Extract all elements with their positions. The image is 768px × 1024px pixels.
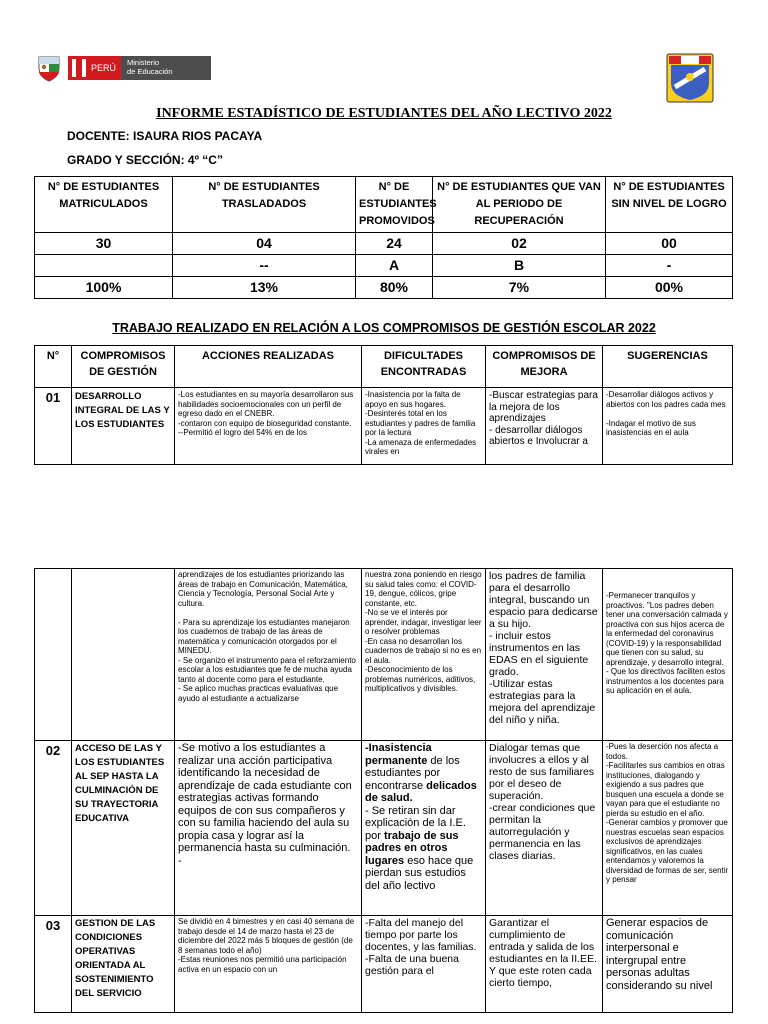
mejora-cell: los padres de familia para el desarrollo integral, buscando un espacio para dedicarse a su hijo. - incluir estos instrumentos en las EDAS en el siguiente grado. -Utilizar estas estrategias para la mejora del aprendizaje del niño y niña. [486,569,603,741]
commitments-table [34,345,733,465]
header-sugerencias: SUGERENCIAS [603,346,733,388]
acciones-cell: aprendizajes de los estudiantes priorizando las áreas de trabajo en Comunicación, Matemática, Ciencia y Tecnología, Personal Social Arte y cultura. - Para su aprendizaje los estudiantes manejaron los cuadernos de trabajo de las áreas de matemática y comunicación otorgados por el MINEDU. - Se organizo el instrumento para el reforzamiento escolar a los estudiantes que fe de mucha ayuda tanto al docente como para el estudiante. - Se aplico muchas practicas evaluativas que ayudo al estudiante a actualizarse [175,569,362,741]
row-number [35,569,72,741]
header-recuperacion: N° DE ESTUDIANTES QUE VAN AL PERIODO DE RECUPERACIÓN [433,177,606,233]
dificultad-text-1: de los estudiantes por encontrarse [365,754,460,792]
document-header [0,0,768,110]
commitments-header-row [35,346,733,388]
mejora-cell: -Buscar estrategias para la mejora de los aprendizajes - desarrollar diálogos abiertos e Involucrar a [486,388,603,465]
header-compromisos: COMPROMISOS DE GESTIÓN [72,346,175,388]
commitments-title: TRABAJO REALIZADO EN RELACIÓN A LOS COMPROMISOS DE GESTIÓN ESCOLAR 2022 [112,321,656,335]
peru-label: PERÚ [91,63,117,73]
table-row [35,569,733,741]
dificultades-cell: nuestra zona poniendo en riesgo su salud tales como: el COVID-19, dengue, cólicos, gripe constante, etc. -No se ve el interés por aprender, indagar, investigar leer o resolver problemas -En casa no desarrollan los cuadernos de trabajo si no es en el aula. -Desconocimiento de los problemas numéricos, aditivos, multiplicativos y divisibles. [362,569,486,741]
table-row [35,388,733,465]
stats-row-percentages [35,277,733,299]
commitment-name [72,569,175,741]
stats-row-counts [35,233,733,255]
header-promovidos: N° DE ESTUDIANTES PROMOVIDOS [356,177,433,233]
commitment-name: GESTION DE LAS CONDICIONES OPERATIVAS ORIENTADA AL SOSTENIMIENTO DEL SERVICIO [72,916,175,1013]
report-title: INFORME ESTADÍSTICO DE ESTUDIANTES DEL AÑO LECTIVO 2022 [156,106,612,121]
stats-header-row [35,177,733,233]
table-row [35,916,733,1013]
sugerencias-cell: Generar espacios de comunicación interpersonal e intergrupal entre personas adultas considerando su nivel [603,916,733,1013]
header-dificultades: DIFICULTADES ENCONTRADAS [362,346,486,388]
stats-row-marks [35,255,733,277]
table-cell: 13% [173,277,356,299]
teacher-name: DOCENTE: ISAURA RIOS PACAYA [67,129,263,143]
table-cell: 7% [433,277,606,299]
mejora-cell: Garantizar el cumplimiento de entrada y salida de los estudiantes en la II.EE. Y que este roten cada cierto tiempo, [486,916,603,1013]
commitment-name: DESARROLLO INTEGRAL DE LAS Y LOS ESTUDIANTES [72,388,175,465]
header-trasladados: N° DE ESTUDIANTES TRASLADADOS [173,177,356,233]
sugerencias-cell: -Pues la deserción nos afecta a todos. -Facilitarles sus cambios en otras instituciones, dialogando y exigiendo a sus padres que busquen una escuela a donde se vayan para que el estudiante no pierda su estudio en el año. -Generar cambios y promover que nuestras escuelas sean espacios exclusivos de aprendizajes significativos, en las cuales entendamos y valoremos la diversidad de formas de ser, sentir y pensar [603,741,733,916]
table-cell: 100% [35,277,173,299]
minedu-logo [36,53,211,83]
dificultad-bold-1: -Inasistencia permanente [365,742,432,767]
table-cell: 02 [433,233,606,255]
table-row [35,741,733,916]
table-cell: 24 [356,233,433,255]
sugerencias-cell: -Permanecer tranquilos y proactivos. "Los padres deben tener una conversación calmada y proactiva con sus hijos acerca de la enfermedad del coronavirus (COVID-19) y la responsabilidad que tienen con su salud, su aprendizaje, y desarrollo integral. - Que los directivos faciliten estos instrumentos a los docentes para su aplicación en el aula. [603,569,733,741]
table-cell: 00 [606,233,733,255]
row-number: 03 [35,916,72,1013]
student-stats-table [34,176,733,299]
row-number: 02 [35,741,72,916]
sugerencias-cell: -Desarrollar diálogos activos y abiertos con los padres cada mes -Indagar el motivo de sus inasistencias en el aula [603,388,733,465]
header-acciones: ACCIONES REALIZADAS [175,346,362,388]
dificultades-cell [362,741,486,916]
header-mejora: COMPROMISOS DE MEJORA [486,346,603,388]
table-cell: -- [173,255,356,277]
header-matriculados: N° DE ESTUDIANTES MATRICULADOS [35,177,173,233]
dificultad-bold-3: trabajo de sus padres en otros lugares [365,829,459,867]
table-cell: 80% [356,277,433,299]
table-cell: - [606,255,733,277]
dificultades-cell: -Inasistencia por la falta de apoyo en sus hogares. -Desinterés total en los estudiantes y padres de familia por la lectura -La amenaza de enfermedades virales en [362,388,486,465]
dificultades-cell: -Falta del manejo del tiempo por parte los docentes, y las familias. -Falta de una buena gestión para el [362,916,486,1013]
table-cell: A [356,255,433,277]
grade-section: GRADO Y SECCIÓN: 4º “C” [67,153,223,167]
dificultad-text-3: eso hace que pierdan sus estudios del año lectivo [365,854,474,892]
table-cell: B [433,255,606,277]
commitment-name: ACCESO DE LAS Y LOS ESTUDIANTES AL SEP HASTA LA CULMINACIÓN DE SU TRAYECTORIA EDUCATIVA [72,741,175,916]
peru-coat-of-arms-icon [36,54,62,82]
table-cell: 30 [35,233,173,255]
row-number: 01 [35,388,72,465]
peru-label-box [68,56,121,80]
peru-flag-icon [72,59,86,77]
table-cell: 04 [173,233,356,255]
dificultad-text-2: - Se retiran sin dar explicación de la I.E. por [365,804,466,842]
header-num: N° [35,346,72,388]
header-sin-logro: N° DE ESTUDIANTES SIN NIVEL DE LOGRO [606,177,733,233]
acciones-cell: Se dividió en 4 bimestres y en casi 40 semana de trabajo desde el 14 de marzo hasta el 23 de diciembre del 2022 más 5 bloques de gestión (de 8 semanas todo el año) -Estas reuniones nos permitió una participación activa en un espacio con un [175,916,362,1013]
acciones-cell: -Se motivo a los estudiantes a realizar una acción participativa identificando la necesidad de aprendizaje de cada estudiante con estrategias activas formando equipos de con sus compañeros y con su familia haciendo del aula su propia casa y lograr así la permanencia hasta su culminación. - [175,741,362,916]
ministry-label: Ministerio de Educación [121,56,211,80]
table-cell: 00% [606,277,733,299]
commitments-continuation-table [34,568,733,1013]
dificultad-bold-2: delicados de salud. [365,779,477,804]
mejora-cell: Dialogar temas que involucres a ellos y al resto de sus familiares por el deseo de superación. -crear condiciones que permitan la autorregulación y permanencia en las clases diarias. [486,741,603,916]
acciones-cell: -Los estudiantes en su mayoría desarrollaron sus habilidades socioemocionales con un perfil de egreso dado en el CNEBR. -contaron con equipo de bioseguridad constante. --Permitió el logro del 54% en de los [175,388,362,465]
table-cell [35,255,173,277]
school-crest-icon [666,53,714,103]
